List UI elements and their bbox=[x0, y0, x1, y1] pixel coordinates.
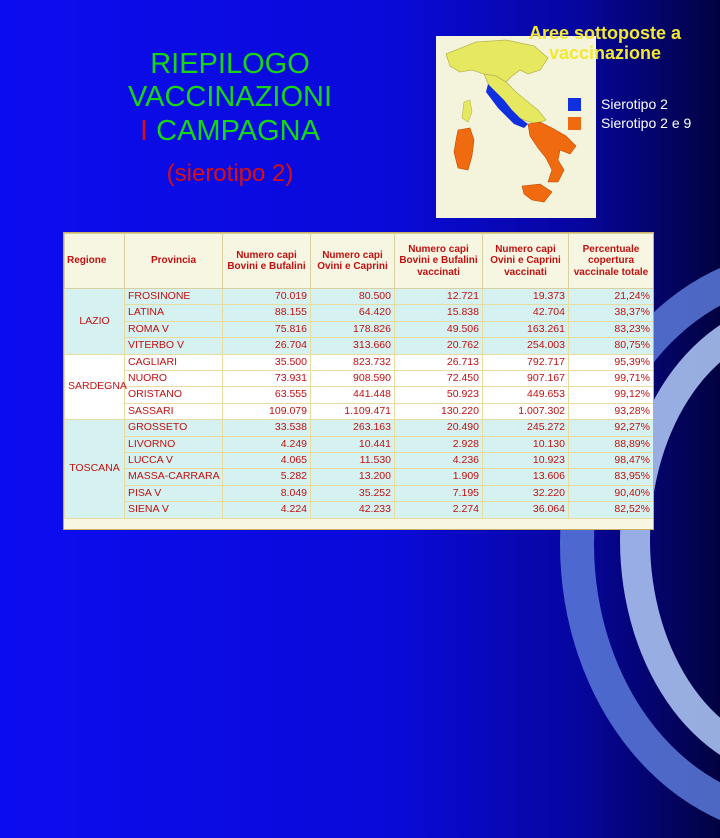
province-cell: CAGLIARI bbox=[125, 354, 223, 370]
bovini-cell: 4.065 bbox=[223, 453, 311, 469]
bovini-cell: 4.224 bbox=[223, 502, 311, 518]
legend-swatch-orange bbox=[568, 117, 581, 130]
region-cell: LAZIO bbox=[65, 289, 125, 355]
header-bovini-vaccinati: Numero capi Bovini e Bufalini vaccinati bbox=[395, 234, 483, 289]
ovini-cell: 42.233 bbox=[311, 502, 395, 518]
bovini-vaccinati-cell: 130.220 bbox=[395, 403, 483, 419]
percentuale-cell: 38,37% bbox=[569, 305, 654, 321]
ovini-cell: 441.448 bbox=[311, 387, 395, 403]
ovini-cell: 263.163 bbox=[311, 420, 395, 436]
bovini-vaccinati-cell: 72.450 bbox=[395, 371, 483, 387]
table-row bbox=[65, 469, 654, 485]
table-row bbox=[65, 371, 654, 387]
ovini-vaccinati-cell: 254.003 bbox=[483, 338, 569, 354]
bovini-cell: 26.704 bbox=[223, 338, 311, 354]
table-row bbox=[65, 485, 654, 501]
table-header-row bbox=[65, 234, 654, 289]
bovini-cell: 70.019 bbox=[223, 289, 311, 305]
legend-item-sierotipo-2-9 bbox=[568, 115, 691, 131]
bovini-cell: 8.049 bbox=[223, 485, 311, 501]
table-row bbox=[65, 403, 654, 419]
bovini-cell: 5.282 bbox=[223, 469, 311, 485]
percentuale-cell: 99,12% bbox=[569, 387, 654, 403]
table-row bbox=[65, 354, 654, 370]
ovini-cell: 11.530 bbox=[311, 453, 395, 469]
bovini-cell: 109.079 bbox=[223, 403, 311, 419]
province-cell: PISA V bbox=[125, 485, 223, 501]
province-cell: MASSA-CARRARA bbox=[125, 469, 223, 485]
ovini-cell: 313.660 bbox=[311, 338, 395, 354]
bovini-cell: 63.555 bbox=[223, 387, 311, 403]
bovini-vaccinati-cell: 7.195 bbox=[395, 485, 483, 501]
bovini-cell: 35.500 bbox=[223, 354, 311, 370]
vaccination-data-table bbox=[64, 233, 654, 519]
bovini-vaccinati-cell: 15.838 bbox=[395, 305, 483, 321]
legend-item-sierotipo-2 bbox=[568, 96, 668, 112]
percentuale-cell: 92,27% bbox=[569, 420, 654, 436]
ovini-vaccinati-cell: 10.130 bbox=[483, 436, 569, 452]
title-line-3: I CAMPAGNA bbox=[140, 114, 320, 147]
table-row bbox=[65, 453, 654, 469]
percentuale-cell: 88,89% bbox=[569, 436, 654, 452]
bovini-vaccinati-cell: 2.928 bbox=[395, 436, 483, 452]
header-percentuale: Percentuale copertura vaccinale totale bbox=[569, 234, 654, 289]
province-cell: LUCCA V bbox=[125, 453, 223, 469]
percentuale-cell: 83,23% bbox=[569, 321, 654, 337]
percentuale-cell: 80,75% bbox=[569, 338, 654, 354]
percentuale-cell: 98,47% bbox=[569, 453, 654, 469]
table-row bbox=[65, 289, 654, 305]
province-cell: NUORO bbox=[125, 371, 223, 387]
table-row bbox=[65, 502, 654, 518]
ovini-cell: 823.732 bbox=[311, 354, 395, 370]
table-row bbox=[65, 436, 654, 452]
ovini-cell: 178.826 bbox=[311, 321, 395, 337]
ovini-vaccinati-cell: 245.272 bbox=[483, 420, 569, 436]
legend-swatch-blue bbox=[568, 98, 581, 111]
province-cell: GROSSETO bbox=[125, 420, 223, 436]
slide-title bbox=[80, 48, 380, 148]
table-body bbox=[65, 289, 654, 519]
bovini-cell: 33.538 bbox=[223, 420, 311, 436]
bovini-vaccinati-cell: 12.721 bbox=[395, 289, 483, 305]
province-cell: SASSARI bbox=[125, 403, 223, 419]
bovini-vaccinati-cell: 20.762 bbox=[395, 338, 483, 354]
ovini-vaccinati-cell: 163.261 bbox=[483, 321, 569, 337]
sierotipo-2-9-area bbox=[528, 122, 576, 182]
bovini-vaccinati-cell: 2.274 bbox=[395, 502, 483, 518]
region-cell: SARDEGNA bbox=[65, 354, 125, 420]
ovini-cell: 80.500 bbox=[311, 289, 395, 305]
ovini-vaccinati-cell: 13.606 bbox=[483, 469, 569, 485]
vaccination-table bbox=[63, 232, 654, 530]
ovini-cell: 13.200 bbox=[311, 469, 395, 485]
title-line-2: VACCINAZIONI bbox=[127, 81, 333, 114]
map-caption-line-1: Aree sottoposte a bbox=[528, 23, 682, 43]
bovini-cell: 75.816 bbox=[223, 321, 311, 337]
header-provincia: Provincia bbox=[125, 234, 223, 289]
ovini-cell: 10.441 bbox=[311, 436, 395, 452]
ovini-cell: 908.590 bbox=[311, 371, 395, 387]
header-bovini: Numero capi Bovini e Bufalini bbox=[223, 234, 311, 289]
bovini-vaccinati-cell: 1.909 bbox=[395, 469, 483, 485]
map-caption-line-2: vaccinazione bbox=[548, 42, 662, 63]
ovini-vaccinati-cell: 36.064 bbox=[483, 502, 569, 518]
ovini-vaccinati-cell: 10.923 bbox=[483, 453, 569, 469]
percentuale-cell: 93,28% bbox=[569, 403, 654, 419]
bovini-vaccinati-cell: 26.713 bbox=[395, 354, 483, 370]
bovini-vaccinati-cell: 49.506 bbox=[395, 321, 483, 337]
table-row bbox=[65, 387, 654, 403]
ovini-cell: 64.420 bbox=[311, 305, 395, 321]
table-row bbox=[65, 321, 654, 337]
header-ovini: Numero capi Ovini e Caprini bbox=[311, 234, 395, 289]
ovini-cell: 1.109.471 bbox=[311, 403, 395, 419]
percentuale-cell: 95,39% bbox=[569, 354, 654, 370]
bovini-cell: 4.249 bbox=[223, 436, 311, 452]
corsica-island bbox=[462, 100, 472, 122]
percentuale-cell: 83,95% bbox=[569, 469, 654, 485]
region-cell: TOSCANA bbox=[65, 420, 125, 518]
legend-label: Sierotipo 2 bbox=[601, 96, 668, 112]
province-cell: VITERBO V bbox=[125, 338, 223, 354]
map-caption bbox=[500, 24, 710, 64]
bovini-cell: 88.155 bbox=[223, 305, 311, 321]
percentuale-cell: 82,52% bbox=[569, 502, 654, 518]
ovini-vaccinati-cell: 1.007.302 bbox=[483, 403, 569, 419]
sicily-island bbox=[522, 184, 552, 202]
percentuale-cell: 90,40% bbox=[569, 485, 654, 501]
legend-label: Sierotipo 2 e 9 bbox=[601, 115, 692, 131]
ovini-cell: 35.252 bbox=[311, 485, 395, 501]
ovini-vaccinati-cell: 792.717 bbox=[483, 354, 569, 370]
header-regione: Regione bbox=[65, 234, 125, 289]
sardinia-island bbox=[454, 128, 474, 170]
province-cell: SIENA V bbox=[125, 502, 223, 518]
ovini-vaccinati-cell: 19.373 bbox=[483, 289, 569, 305]
slide-subtitle: (sierotipo 2) bbox=[166, 160, 294, 187]
percentuale-cell: 99,71% bbox=[569, 371, 654, 387]
bovini-vaccinati-cell: 4.236 bbox=[395, 453, 483, 469]
title-line-1: RIEPILOGO bbox=[150, 48, 310, 80]
percentuale-cell: 21,24% bbox=[569, 289, 654, 305]
table-row bbox=[65, 305, 654, 321]
bovini-vaccinati-cell: 20.490 bbox=[395, 420, 483, 436]
ovini-vaccinati-cell: 32.220 bbox=[483, 485, 569, 501]
table-row bbox=[65, 420, 654, 436]
province-cell: ROMA V bbox=[125, 321, 223, 337]
bovini-cell: 73.931 bbox=[223, 371, 311, 387]
bovini-vaccinati-cell: 50.923 bbox=[395, 387, 483, 403]
province-cell: LATINA bbox=[125, 305, 223, 321]
province-cell: ORISTANO bbox=[125, 387, 223, 403]
ovini-vaccinati-cell: 907.167 bbox=[483, 371, 569, 387]
ovini-vaccinati-cell: 42.704 bbox=[483, 305, 569, 321]
province-cell: FROSINONE bbox=[125, 289, 223, 305]
province-cell: LIVORNO bbox=[125, 436, 223, 452]
ovini-vaccinati-cell: 449.653 bbox=[483, 387, 569, 403]
header-ovini-vaccinati: Numero capi Ovini e Caprini vaccinati bbox=[483, 234, 569, 289]
table-row bbox=[65, 338, 654, 354]
